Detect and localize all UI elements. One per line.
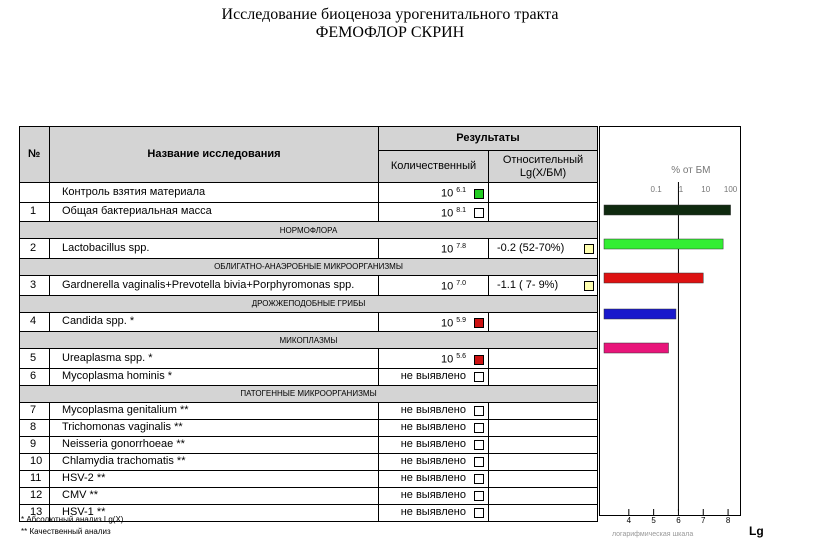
table-row	[20, 312, 598, 332]
chart-title: % от БМ	[671, 165, 711, 176]
col-header-rel	[489, 151, 598, 183]
table-row	[20, 419, 598, 436]
test-name: Chlamydia trachomatis **	[50, 453, 379, 470]
section-label: ДРОЖЖЕПОДОБНЫЕ ГРИБЫ	[20, 295, 598, 312]
relative-result	[489, 453, 598, 470]
test-name: Neisseria gonorrhoeae **	[50, 436, 379, 453]
chart-bar	[604, 239, 723, 249]
section-label: ОБЛИГАТНО-АНАЭРОБНЫЕ МИКРООРГАНИЗМЫ	[20, 258, 598, 275]
x-tick-label: 6	[676, 516, 681, 525]
quantitative-text: не выявлено	[400, 438, 466, 451]
status-marker	[474, 440, 484, 450]
col-header-rel-line1: Относительный	[502, 153, 584, 166]
top-tick-label: 1	[678, 185, 684, 194]
section-row	[20, 295, 598, 312]
relative-result	[489, 349, 598, 369]
test-name: Candida spp. *	[50, 312, 379, 332]
quantitative-exponent: 5.6	[456, 353, 466, 361]
row-number: 7	[20, 402, 50, 419]
quantitative-result	[379, 349, 489, 369]
quantitative-result	[379, 239, 489, 259]
top-tick-label: 10	[701, 185, 711, 194]
quantitative-base: 10	[440, 243, 454, 256]
status-marker	[474, 208, 484, 218]
row-number: 11	[20, 470, 50, 487]
relative-result	[489, 419, 598, 436]
row-number: 13	[20, 504, 50, 521]
row-number: 12	[20, 487, 50, 504]
status-marker	[474, 189, 484, 199]
quantitative-base: 10	[440, 280, 454, 293]
table-row	[20, 239, 598, 259]
status-marker	[474, 318, 484, 328]
test-name: Ureaplasma spp. *	[50, 349, 379, 369]
quantitative-base: 10	[440, 187, 454, 200]
relative-result	[489, 436, 598, 453]
top-tick-label: 100	[723, 185, 738, 194]
row-number: 3	[20, 275, 50, 295]
x-tick-label: 7	[701, 516, 706, 525]
table-row	[20, 436, 598, 453]
quantitative-result	[379, 487, 489, 504]
table-row	[20, 487, 598, 504]
quantitative-exponent: 7.8	[456, 243, 466, 251]
chart-bar	[604, 273, 703, 283]
quantitative-text: не выявлено	[400, 472, 466, 485]
quantitative-exponent: 8.1	[456, 206, 466, 214]
log-scale-chart	[600, 127, 740, 515]
test-name: Lactobacillus spp.	[50, 239, 379, 259]
x-tick-label: 4	[626, 516, 632, 525]
x-tick-label: 5	[651, 516, 656, 525]
relative-result	[489, 504, 598, 521]
quantitative-exponent: 6.1	[456, 187, 466, 194]
relative-text: -0.2 (52-70%)	[497, 242, 565, 255]
status-marker	[474, 474, 484, 484]
status-marker	[474, 406, 484, 416]
test-name: Mycoplasma genitalium **	[50, 402, 379, 419]
quantitative-result	[379, 275, 489, 295]
row-number: 9	[20, 436, 50, 453]
col-header-name: Название исследования	[50, 127, 379, 183]
quantitative-result	[379, 453, 489, 470]
status-marker	[474, 457, 484, 467]
quantitative-text: не выявлено	[400, 421, 466, 434]
row-number: 5	[20, 349, 50, 369]
test-name: Общая бактериальная масса	[50, 202, 379, 222]
axis-unit-label: Lg	[749, 524, 764, 538]
row-number: 2	[20, 239, 50, 259]
table-row	[20, 453, 598, 470]
relative-text: -1.1 ( 7- 9%)	[497, 278, 559, 291]
quantitative-result	[379, 419, 489, 436]
relative-result	[489, 312, 598, 332]
quantitative-exponent: 5.9	[456, 316, 466, 324]
x-axis-caption: логарифмическая шкала	[612, 531, 694, 538]
quantitative-result	[379, 470, 489, 487]
report-title-line1: Исследование биоценоза урогенитального тракта	[221, 6, 559, 23]
table-row	[20, 275, 598, 295]
test-name: Контроль взятия материала	[50, 183, 379, 203]
quantitative-text: не выявлено	[400, 370, 466, 383]
row-number: 1	[20, 202, 50, 222]
relative-marker	[584, 244, 594, 254]
report-title-line2: ФЕМОФЛОР СКРИН	[315, 24, 465, 41]
quantitative-base: 10	[440, 353, 454, 366]
col-header-results: Результаты	[379, 127, 598, 151]
relative-result	[489, 239, 598, 259]
section-row	[20, 258, 598, 275]
quantitative-result	[379, 402, 489, 419]
table-row	[20, 402, 598, 419]
table-row	[20, 470, 598, 487]
footnote-qualitative: ** Качественный анализ	[21, 527, 111, 536]
status-marker	[474, 423, 484, 433]
status-marker	[474, 491, 484, 501]
table-row	[20, 202, 598, 222]
col-header-quant: Количественный	[379, 151, 489, 183]
test-name: Gardnerella vaginalis+Prevotella bivia+Porphyromonas spp.	[50, 275, 379, 295]
relative-marker	[584, 281, 594, 291]
row-number	[20, 183, 50, 203]
relative-result	[489, 183, 598, 203]
test-name: Trichomonas vaginalis **	[50, 419, 379, 436]
report-title	[0, 6, 780, 42]
relative-result	[489, 402, 598, 419]
quantitative-exponent: 7.0	[456, 279, 466, 287]
quantitative-base: 10	[440, 207, 454, 220]
chart-bar	[604, 309, 676, 319]
section-label: ПАТОГЕННЫЕ МИКРООРГАНИЗМЫ	[20, 385, 598, 402]
test-name: HSV-1 **	[50, 504, 379, 521]
chart-bar	[604, 205, 731, 215]
section-row	[20, 385, 598, 402]
quantitative-result	[379, 504, 489, 521]
chart-bar	[604, 343, 669, 353]
quantitative-text: не выявлено	[400, 404, 466, 417]
footnote-absolute: * Абсолютный анализ Lg(X)	[21, 515, 124, 524]
status-marker	[474, 508, 484, 518]
row-number: 10	[20, 453, 50, 470]
relative-result	[489, 275, 598, 295]
row-number: 4	[20, 312, 50, 332]
relative-result	[489, 202, 598, 222]
quantitative-base: 10	[440, 317, 454, 330]
table-row	[20, 349, 598, 369]
relative-result	[489, 487, 598, 504]
test-name: CMV **	[50, 487, 379, 504]
relative-result	[489, 470, 598, 487]
quantitative-text: не выявлено	[400, 506, 466, 519]
top-tick-label: 0.1	[650, 185, 662, 194]
status-marker	[474, 355, 484, 365]
quantitative-result	[379, 368, 489, 385]
col-header-num: №	[20, 127, 50, 183]
row-number: 8	[20, 419, 50, 436]
table-row	[20, 368, 598, 385]
quantitative-result	[379, 183, 489, 203]
test-name: HSV-2 **	[50, 470, 379, 487]
col-header-rel-line2: Lg(X/БМ)	[519, 166, 567, 179]
table-row	[20, 183, 598, 203]
quantitative-result	[379, 202, 489, 222]
section-row	[20, 332, 598, 349]
test-name: Mycoplasma hominis *	[50, 368, 379, 385]
results-table	[19, 126, 598, 522]
status-marker	[474, 372, 484, 382]
quantitative-text: не выявлено	[400, 489, 466, 502]
quantitative-text: не выявлено	[400, 455, 466, 468]
quantitative-result	[379, 312, 489, 332]
section-row	[20, 222, 598, 239]
quantitative-result	[379, 436, 489, 453]
section-label: МИКОПЛАЗМЫ	[20, 332, 598, 349]
row-number: 6	[20, 368, 50, 385]
relative-result	[489, 368, 598, 385]
chart-panel	[599, 126, 741, 516]
x-tick-label: 8	[725, 516, 731, 525]
section-label: НОРМОФЛОРА	[20, 222, 598, 239]
